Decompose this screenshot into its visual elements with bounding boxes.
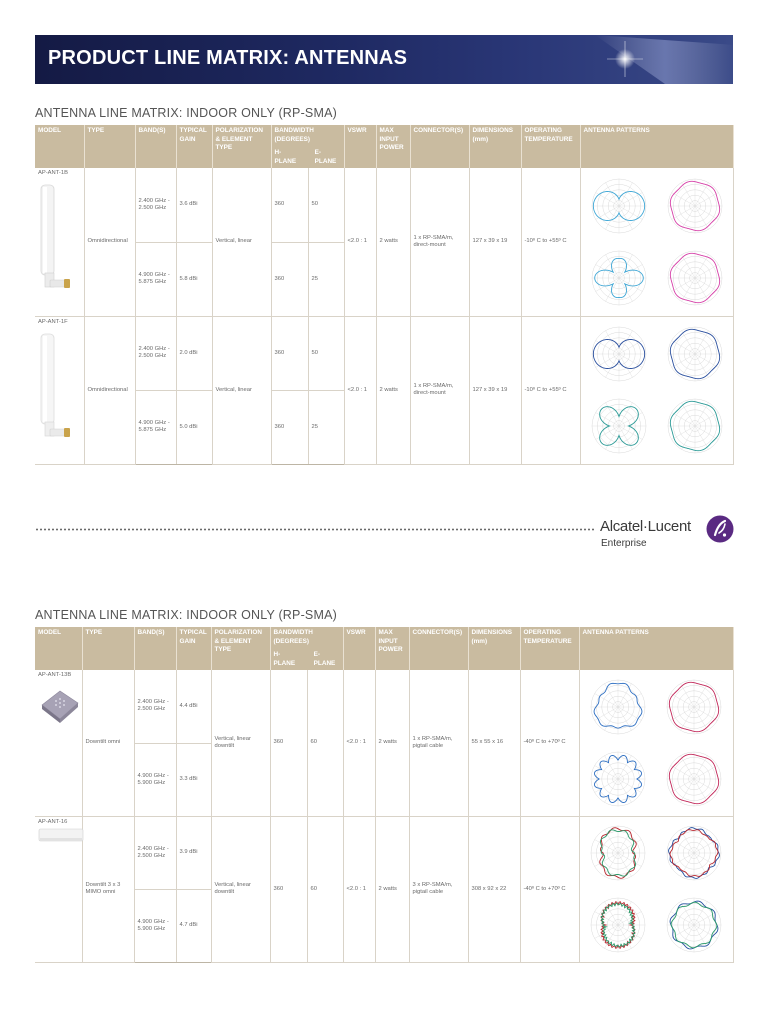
header-e-plane: E-PLANE [314, 149, 337, 165]
max-power-cell: 2 watts [376, 168, 410, 316]
e-plane-cell: 60 [307, 670, 343, 816]
header-connectors: CONNECTOR(S) [410, 125, 469, 168]
header-connectors: CONNECTOR(S) [409, 627, 468, 670]
band-cell: 2.400 GHz - 2.500 GHz [135, 316, 176, 390]
vswr-cell: <2.0 : 1 [343, 670, 375, 816]
polar-pattern [581, 242, 657, 314]
polar-pattern [657, 170, 733, 242]
temperature-cell: -10º C to +55º C [521, 168, 580, 316]
model-name: AP-ANT-16 [38, 818, 68, 825]
vswr-cell: <2.0 : 1 [344, 168, 376, 316]
dimensions-cell: 127 x 39 x 19 [469, 316, 521, 464]
band-cell: 4.900 GHz - 5.875 GHz [135, 390, 176, 464]
max-power-cell: 2 watts [376, 316, 410, 464]
dimensions-cell: 55 x 55 x 16 [468, 670, 520, 816]
gain-cell: 4.4 dBi [176, 670, 211, 743]
model-cell [35, 168, 84, 316]
temperature-cell: -40º C to +70º C [520, 670, 579, 816]
polarization-cell: Vertical, linear downtilt [211, 670, 270, 816]
h-plane-cell: 360 [271, 390, 308, 464]
header-bandwidth [270, 627, 343, 670]
header-patterns: ANTENNA PATTERNS [579, 627, 733, 670]
banner-star-glint [595, 35, 665, 84]
antenna-patterns [581, 318, 733, 462]
header-h-plane: H-PLANE [273, 651, 296, 667]
header-bandwidth-label: BANDWIDTH (DEGREES) [273, 629, 313, 645]
antenna-patterns [581, 170, 733, 314]
band-cell: 4.900 GHz - 5.875 GHz [135, 242, 176, 316]
e-plane-cell: 25 [308, 390, 344, 464]
type-cell: Omnidirectional [84, 316, 135, 464]
white-dipole-antenna-image [38, 177, 74, 297]
polar-pattern [657, 390, 733, 462]
header-polarization: POLARIZATION & ELEMENT TYPE [211, 627, 270, 670]
e-plane-cell: 50 [308, 168, 344, 242]
header-bands: BAND(S) [134, 627, 176, 670]
band-cell: 2.400 GHz - 2.500 GHz [135, 168, 176, 242]
type-cell: Omnidirectional [84, 168, 135, 316]
table-row [35, 168, 733, 242]
antenna-patterns [580, 671, 732, 815]
e-plane-cell: 50 [308, 316, 344, 390]
band-cell: 4.900 GHz - 5.900 GHz [134, 743, 176, 816]
vswr-cell: <2.0 : 1 [344, 316, 376, 464]
temperature-cell: -40º C to +70º C [520, 816, 579, 962]
header-bandwidth-label: BANDWIDTH (DEGREES) [274, 127, 314, 143]
patterns-cell [579, 816, 733, 962]
polar-pattern [657, 318, 733, 390]
gain-cell: 3.6 dBi [176, 168, 212, 242]
polar-pattern [580, 671, 656, 743]
polar-pattern [580, 743, 656, 815]
polar-pattern [581, 390, 657, 462]
dimensions-cell: 308 x 92 x 22 [468, 816, 520, 962]
h-plane-cell: 360 [270, 670, 307, 816]
header-model: MODEL [35, 627, 82, 670]
patterns-cell [580, 168, 733, 316]
h-plane-cell: 360 [270, 816, 307, 962]
patterns-cell [579, 670, 733, 816]
model-cell [35, 670, 82, 816]
alcatel-lucent-a-logo-icon [706, 515, 734, 543]
ceiling-mount-bar-antenna-image [38, 826, 84, 844]
header-patterns: ANTENNA PATTERNS [580, 125, 733, 168]
polarization-cell: Vertical, linear [212, 168, 271, 316]
connector-cell: 3 x RP-SMA/m, pigtail cable [409, 816, 468, 962]
header-dimensions: DIMENSIONS (mm) [469, 125, 521, 168]
e-plane-cell: 25 [308, 242, 344, 316]
max-power-cell: 2 watts [375, 670, 409, 816]
logo-brand: Alcatel·Lucent [600, 518, 691, 535]
header-bandwidth [271, 125, 344, 168]
patterns-cell [580, 316, 733, 464]
gain-cell: 2.0 dBi [176, 316, 212, 390]
connector-cell: 1 x RP-SMA/m, direct-mount [410, 168, 469, 316]
model-name: AP-ANT-1F [38, 318, 68, 325]
polarization-cell: Vertical, linear [212, 316, 271, 464]
band-cell: 2.400 GHz - 2.500 GHz [134, 816, 176, 889]
polarization-cell: Vertical, linear downtilt [211, 816, 270, 962]
band-cell: 4.900 GHz - 5.900 GHz [134, 889, 176, 962]
model-name: AP-ANT-1B [38, 170, 68, 176]
max-power-cell: 2 watts [375, 816, 409, 962]
header-vswr: VSWR [344, 125, 376, 168]
white-dipole-antenna-image [38, 326, 74, 446]
h-plane-cell: 360 [271, 316, 308, 390]
polar-pattern [656, 889, 732, 961]
temperature-cell: -10º C to +55º C [521, 316, 580, 464]
antenna-matrix-table [35, 125, 734, 465]
header-e-plane: E-PLANE [313, 651, 336, 667]
section-title: ANTENNA LINE MATRIX: INDOOR ONLY (RP-SMA) [35, 106, 337, 120]
header-vswr: VSWR [343, 627, 375, 670]
polar-pattern [656, 817, 732, 889]
polar-pattern [581, 318, 657, 390]
header-temperature: OPERATING TEMPERATURE [520, 627, 579, 670]
page-title: PRODUCT LINE MATRIX: ANTENNAS [48, 47, 408, 69]
page-banner [35, 35, 733, 84]
band-cell: 2.400 GHz - 2.500 GHz [134, 670, 176, 743]
polar-pattern [580, 889, 656, 961]
connector-cell: 1 x RP-SMA/m, pigtail cable [409, 670, 468, 816]
model-name: AP-ANT-13B [38, 672, 72, 678]
type-cell: Downtilt 3 x 3 MIMO omni [82, 816, 134, 962]
polar-pattern [581, 170, 657, 242]
section-title: ANTENNA LINE MATRIX: INDOOR ONLY (RP-SMA) [35, 608, 337, 622]
header-max-power: MAX INPUT POWER [375, 627, 409, 670]
gain-cell: 3.3 dBi [176, 743, 211, 816]
table-row [35, 670, 733, 743]
dotted-divider [35, 528, 595, 531]
header-temperature: OPERATING TEMPERATURE [521, 125, 580, 168]
header-bands: BAND(S) [135, 125, 176, 168]
polar-pattern [656, 671, 732, 743]
model-cell [35, 816, 82, 962]
h-plane-cell: 360 [271, 168, 308, 242]
header-gain: TYPICAL GAIN [176, 627, 211, 670]
model-cell [35, 316, 84, 464]
ceiling-mount-square-antenna-image [38, 679, 82, 725]
gain-cell: 5.8 dBi [176, 242, 212, 316]
header-max-power: MAX INPUT POWER [376, 125, 410, 168]
header-dimensions: DIMENSIONS (mm) [468, 627, 520, 670]
table-row [35, 316, 733, 390]
antenna-patterns [580, 817, 732, 961]
header-polarization: POLARIZATION & ELEMENT TYPE [212, 125, 271, 168]
table-row [35, 816, 733, 889]
gain-cell: 4.7 dBi [176, 889, 211, 962]
header-gain: TYPICAL GAIN [176, 125, 212, 168]
header-model: MODEL [35, 125, 84, 168]
polar-pattern [656, 743, 732, 815]
gain-cell: 5.0 dBi [176, 390, 212, 464]
alcatel-lucent-logo [600, 514, 735, 554]
e-plane-cell: 60 [307, 816, 343, 962]
header-h-plane: H-PLANE [274, 149, 297, 165]
logo-sub: Enterprise [601, 538, 647, 549]
h-plane-cell: 360 [271, 242, 308, 316]
antenna-matrix-table [35, 627, 734, 963]
vswr-cell: <2.0 : 1 [343, 816, 375, 962]
type-cell: Downtilt omni [82, 670, 134, 816]
polar-pattern [657, 242, 733, 314]
dimensions-cell: 127 x 39 x 19 [469, 168, 521, 316]
header-type: TYPE [82, 627, 134, 670]
gain-cell: 3.9 dBi [176, 816, 211, 889]
header-type: TYPE [84, 125, 135, 168]
connector-cell: 1 x RP-SMA/m, direct-mount [410, 316, 469, 464]
polar-pattern [580, 817, 656, 889]
